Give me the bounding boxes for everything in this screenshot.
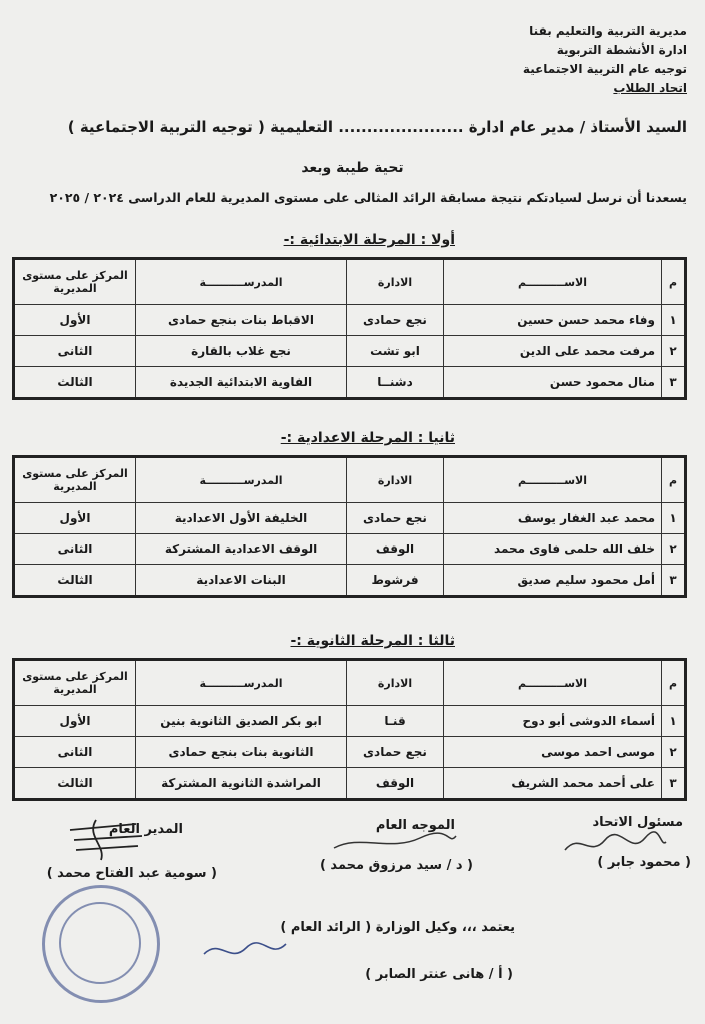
row-dept: نجع حمادى xyxy=(347,503,444,534)
row-num: ٣ xyxy=(662,768,686,800)
row-num: ٣ xyxy=(662,367,686,399)
row-num: ٢ xyxy=(662,336,686,367)
letterhead-union: اتحاد الطلاب xyxy=(613,81,687,95)
row-rank: الثالث xyxy=(14,768,136,800)
supervisor-title: الموجه العام xyxy=(375,818,455,833)
results-table-primary xyxy=(12,257,687,400)
row-school: الاقباط بنات بنجع حمادى xyxy=(136,305,347,336)
row-num: ١ xyxy=(662,503,686,534)
header-school: المدرســــــــــة xyxy=(136,660,347,706)
header-num: م xyxy=(662,660,686,706)
row-name: خلف الله حلمى فاوى محمد xyxy=(444,534,662,565)
row-school: الخليفة الأول الاعدادية xyxy=(136,503,347,534)
table-header-row xyxy=(14,457,686,503)
header-dept: الادارة xyxy=(347,660,444,706)
table-header-row xyxy=(14,660,686,706)
row-name: منال محمود حسن xyxy=(444,367,662,399)
greeting: تحية طيبة وبعد xyxy=(301,160,404,176)
table-row xyxy=(14,305,686,336)
header-dept: الادارة xyxy=(347,259,444,305)
undersecretary-signature xyxy=(200,936,290,966)
row-num: ٢ xyxy=(662,534,686,565)
director-title: المدير العام xyxy=(108,822,183,837)
addressee-line: السيد الأستاذ / مدير عام ادارة ...................... التعليمية ( توجيه التربية الاجتماعية ) xyxy=(67,118,687,136)
row-dept: فرشوط xyxy=(347,565,444,597)
row-name: مرفت محمد على الدين xyxy=(444,336,662,367)
row-name: وفاء محمد حسن حسين xyxy=(444,305,662,336)
row-name: على أحمد محمد الشريف xyxy=(444,768,662,800)
row-num: ٢ xyxy=(662,737,686,768)
row-school: الوقف الاعدادية المشتركة xyxy=(136,534,347,565)
row-dept: نجع حمادى xyxy=(347,737,444,768)
approval-line: يعتمد ،،، وكيل الوزارة ( الرائد العام ) xyxy=(280,920,515,935)
table-row xyxy=(14,534,686,565)
header-num: م xyxy=(662,457,686,503)
section-title-primary: أولا : المرحلة الابتدائية :- xyxy=(283,232,455,248)
results-table-preparatory xyxy=(12,455,687,598)
letterhead-directorate: مديرية التربية والتعليم بقنا xyxy=(529,24,687,38)
row-rank: الثانى xyxy=(14,737,136,768)
row-dept: الوقف xyxy=(347,768,444,800)
intro-paragraph: يسعدنا أن نرسل لسيادتكم نتيجة مسابقة الرائد المثالى على مستوى المديرية للعام الدراسى ٢٠٢٤ / ٢٠٢٥ xyxy=(49,190,687,205)
header-rank: المركز على مستوى المديرية xyxy=(14,660,136,706)
results-table-secondary xyxy=(12,658,687,801)
row-school: البنات الاعدادية xyxy=(136,565,347,597)
row-name: موسى احمد موسى xyxy=(444,737,662,768)
row-rank: الأول xyxy=(14,706,136,737)
undersecretary-name: ( أ / هانى عنتر الصابر ) xyxy=(365,967,513,982)
row-rank: الثانى xyxy=(14,534,136,565)
row-dept: ابو تشت xyxy=(347,336,444,367)
row-dept: قنـا xyxy=(347,706,444,737)
header-rank: المركز على مستوى المديرية xyxy=(14,259,136,305)
letterhead-administration: ادارة الأنشطة التربوية xyxy=(556,43,687,57)
row-rank: الثالث xyxy=(14,367,136,399)
union-signature xyxy=(560,828,670,862)
row-school: نجع غلاب بالقارة xyxy=(136,336,347,367)
table-row xyxy=(14,768,686,800)
row-name: أسماء الدوشى أبو دوح xyxy=(444,706,662,737)
row-rank: الثالث xyxy=(14,565,136,597)
union-title: مسئول الاتحاد xyxy=(592,815,683,830)
letterhead-guidance: توجيه عام التربية الاجتماعية xyxy=(522,62,687,76)
row-name: أمل محمود سليم صديق xyxy=(444,565,662,597)
director-signature xyxy=(66,816,156,864)
row-rank: الثانى xyxy=(14,336,136,367)
row-dept: دشنــا xyxy=(347,367,444,399)
table-row xyxy=(14,565,686,597)
section-title-preparatory: ثانيا : المرحلة الاعدادية :- xyxy=(280,430,455,446)
header-school: المدرســــــــــة xyxy=(136,457,347,503)
row-num: ١ xyxy=(662,706,686,737)
header-name: الاســــــــــم xyxy=(444,457,662,503)
supervisor-name: ( د / سيد مرزوق محمد ) xyxy=(319,858,473,873)
table-row xyxy=(14,706,686,737)
table-row xyxy=(14,503,686,534)
director-name: ( سومية عبد الفتاح محمد ) xyxy=(46,866,217,881)
official-seal xyxy=(42,885,160,1003)
header-name: الاســــــــــم xyxy=(444,259,662,305)
header-name: الاســــــــــم xyxy=(444,660,662,706)
row-school: المراشدة الثانوية المشتركة xyxy=(136,768,347,800)
row-school: الثانوية بنات بنجع حمادى xyxy=(136,737,347,768)
union-name: ( محمود جابر ) xyxy=(597,855,691,870)
table-header-row xyxy=(14,259,686,305)
row-num: ٣ xyxy=(662,565,686,597)
row-dept: الوقف xyxy=(347,534,444,565)
table-row xyxy=(14,367,686,399)
row-school: الفاوية الابتدائية الجديدة xyxy=(136,367,347,399)
row-num: ١ xyxy=(662,305,686,336)
header-dept: الادارة xyxy=(347,457,444,503)
letterhead xyxy=(523,22,687,98)
row-school: ابو بكر الصديق الثانوية بنين xyxy=(136,706,347,737)
row-name: محمد عبد الغفار يوسف xyxy=(444,503,662,534)
header-rank: المركز على مستوى المديرية xyxy=(14,457,136,503)
row-rank: الأول xyxy=(14,305,136,336)
supervisor-signature xyxy=(330,828,460,858)
section-title-secondary: ثالثا : المرحلة الثانوية :- xyxy=(290,633,455,649)
header-num: م xyxy=(662,259,686,305)
header-school: المدرســــــــــة xyxy=(136,259,347,305)
row-rank: الأول xyxy=(14,503,136,534)
table-row xyxy=(14,336,686,367)
table-row xyxy=(14,737,686,768)
row-dept: نجع حمادى xyxy=(347,305,444,336)
